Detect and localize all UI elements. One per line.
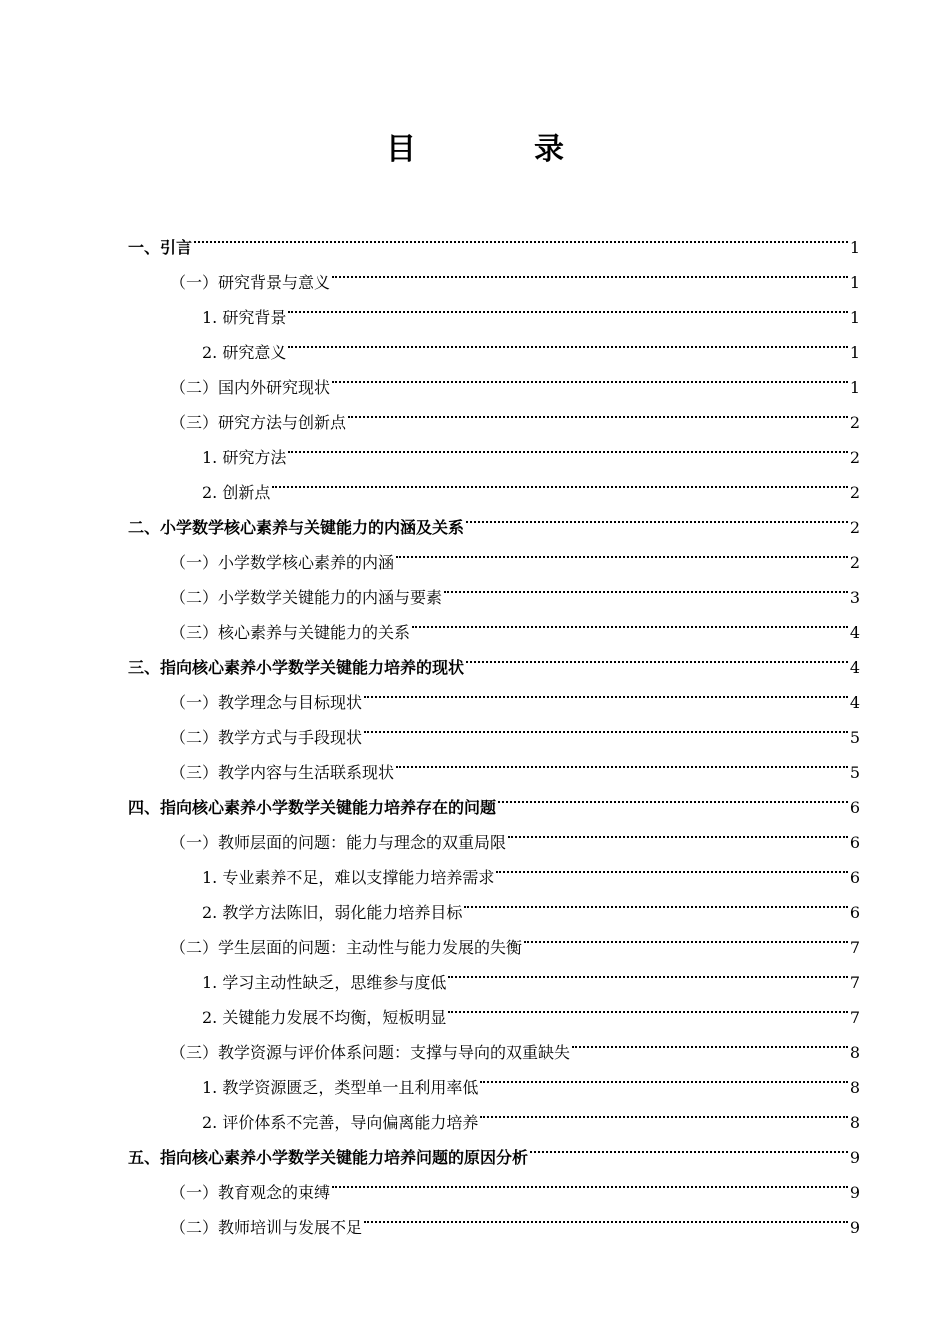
toc-dot-leader [194,218,848,253]
toc-dot-leader [480,1093,847,1128]
toc-entry-title: （一）教育观念的束缚 [170,1183,331,1202]
toc-page-number: 4 [849,693,860,712]
toc-dot-leader [364,673,848,708]
toc-dot-leader [464,883,847,918]
toc-dot-leader [396,533,848,568]
toc-entry-title: 2. 创新点 [202,483,271,502]
toc-dot-leader [572,1023,848,1058]
toc-dot-leader [332,358,848,393]
toc-page-number: 7 [849,973,860,992]
toc-page-number: 2 [849,553,860,572]
toc-dot-leader [272,463,847,498]
toc-dot-leader [466,638,848,673]
toc-dot-leader [396,743,848,778]
toc-entry-title: （三）教学资源与评价体系问题：支撑与导向的双重缺失 [170,1043,571,1062]
toc-dot-leader [364,1198,848,1233]
toc-page-number: 1 [849,378,860,397]
toc-page-number: 8 [849,1113,860,1132]
toc-entry-title: 二、小学数学核心素养与关键能力的内涵及关系 [128,518,465,537]
toc-entry-title: 2. 教学方法陈旧，弱化能力培养目标 [202,903,463,922]
toc-entry-title: （三）教学内容与生活联系现状 [170,763,395,782]
toc-dot-leader [448,988,847,1023]
toc-entry-title: （二）教学方式与手段现状 [170,728,363,747]
toc-page-number: 2 [849,483,860,502]
toc-entry-title: 2. 评价体系不完善，导向偏离能力培养 [202,1113,479,1132]
toc-page-number: 4 [849,658,860,677]
toc-dot-leader [496,848,847,883]
toc-page-number: 5 [849,763,860,782]
toc-entry-title: 1. 研究背景 [202,308,287,327]
toc-entry-title: （二）教师培训与发展不足 [170,1218,363,1237]
toc-page-number: 6 [849,868,860,887]
toc-page-number: 8 [849,1078,860,1097]
toc-page-number: 9 [849,1218,860,1237]
toc-page-number: 6 [849,833,860,852]
toc-page-number: 1 [849,238,860,257]
toc-dot-leader [480,1058,847,1093]
toc-dot-leader [508,813,848,848]
toc-dot-leader [288,288,847,323]
toc-entry-title: 三、指向核心素养小学数学关键能力培养的现状 [128,658,465,677]
toc-page-number: 2 [849,448,860,467]
toc-dot-leader [288,323,847,358]
toc-entry-level2[interactable] [128,253,860,292]
toc-entry-title: 2. 研究意义 [202,343,287,362]
toc-page-number: 7 [849,1008,860,1027]
toc-page-number: 7 [849,938,860,957]
toc-dot-leader [444,568,848,603]
toc-dot-leader [498,778,848,813]
toc-dot-leader [332,1163,848,1198]
page-title: 目 录 [386,132,608,167]
toc-page-number: 6 [849,798,860,817]
toc-dot-leader [524,918,848,953]
table-of-contents [128,218,860,1237]
toc-page-number: 9 [849,1148,860,1167]
toc-page-number: 2 [849,518,860,537]
toc-page-number: 2 [849,413,860,432]
toc-dot-leader [348,393,848,428]
toc-entry-title: 四、指向核心素养小学数学关键能力培养存在的问题 [128,798,497,817]
toc-page-number: 5 [849,728,860,747]
toc-page-number: 9 [849,1183,860,1202]
toc-entry-title: （二）学生层面的问题：主动性与能力发展的失衡 [170,938,523,957]
toc-entry-title: （三）核心素养与关键能力的关系 [170,623,411,642]
toc-entry-title: 1. 专业素养不足，难以支撑能力培养需求 [202,868,495,887]
toc-entry-title: （一）研究背景与意义 [170,273,331,292]
toc-page-number: 1 [849,343,860,362]
toc-page-number: 1 [849,273,860,292]
toc-page-number: 6 [849,903,860,922]
toc-entry-title: 一、引言 [128,238,193,257]
toc-entry-title: 2. 关键能力发展不均衡，短板明显 [202,1008,447,1027]
toc-dot-leader [364,708,848,743]
toc-dot-leader [530,1128,848,1163]
toc-entry-title: （一）教师层面的问题：能力与理念的双重局限 [170,833,507,852]
toc-entry-title: 1. 研究方法 [202,448,287,467]
toc-entry-level1[interactable] [128,218,860,257]
toc-entry-title: （一）小学数学核心素养的内涵 [170,553,395,572]
toc-entry-title: 1. 学习主动性缺乏，思维参与度低 [202,973,447,992]
toc-dot-leader [448,953,847,988]
toc-dot-leader [288,428,847,463]
toc-page-number: 3 [849,588,860,607]
toc-entry-title: （二）国内外研究现状 [170,378,331,397]
toc-dot-leader [412,603,848,638]
toc-entry-title: 1. 教学资源匮乏，类型单一且利用率低 [202,1078,479,1097]
toc-entry-title: 五、指向核心素养小学数学关键能力培养问题的原因分析 [128,1148,529,1167]
toc-entry-title: （一）教学理念与目标现状 [170,693,363,712]
toc-page-number: 1 [849,308,860,327]
toc-entry-title: （二）小学数学关键能力的内涵与要素 [170,588,443,607]
toc-page-number: 4 [849,623,860,642]
toc-dot-leader [332,253,848,288]
toc-entry-title: （三）研究方法与创新点 [170,413,347,432]
toc-page-number: 8 [849,1043,860,1062]
toc-dot-leader [466,498,848,533]
